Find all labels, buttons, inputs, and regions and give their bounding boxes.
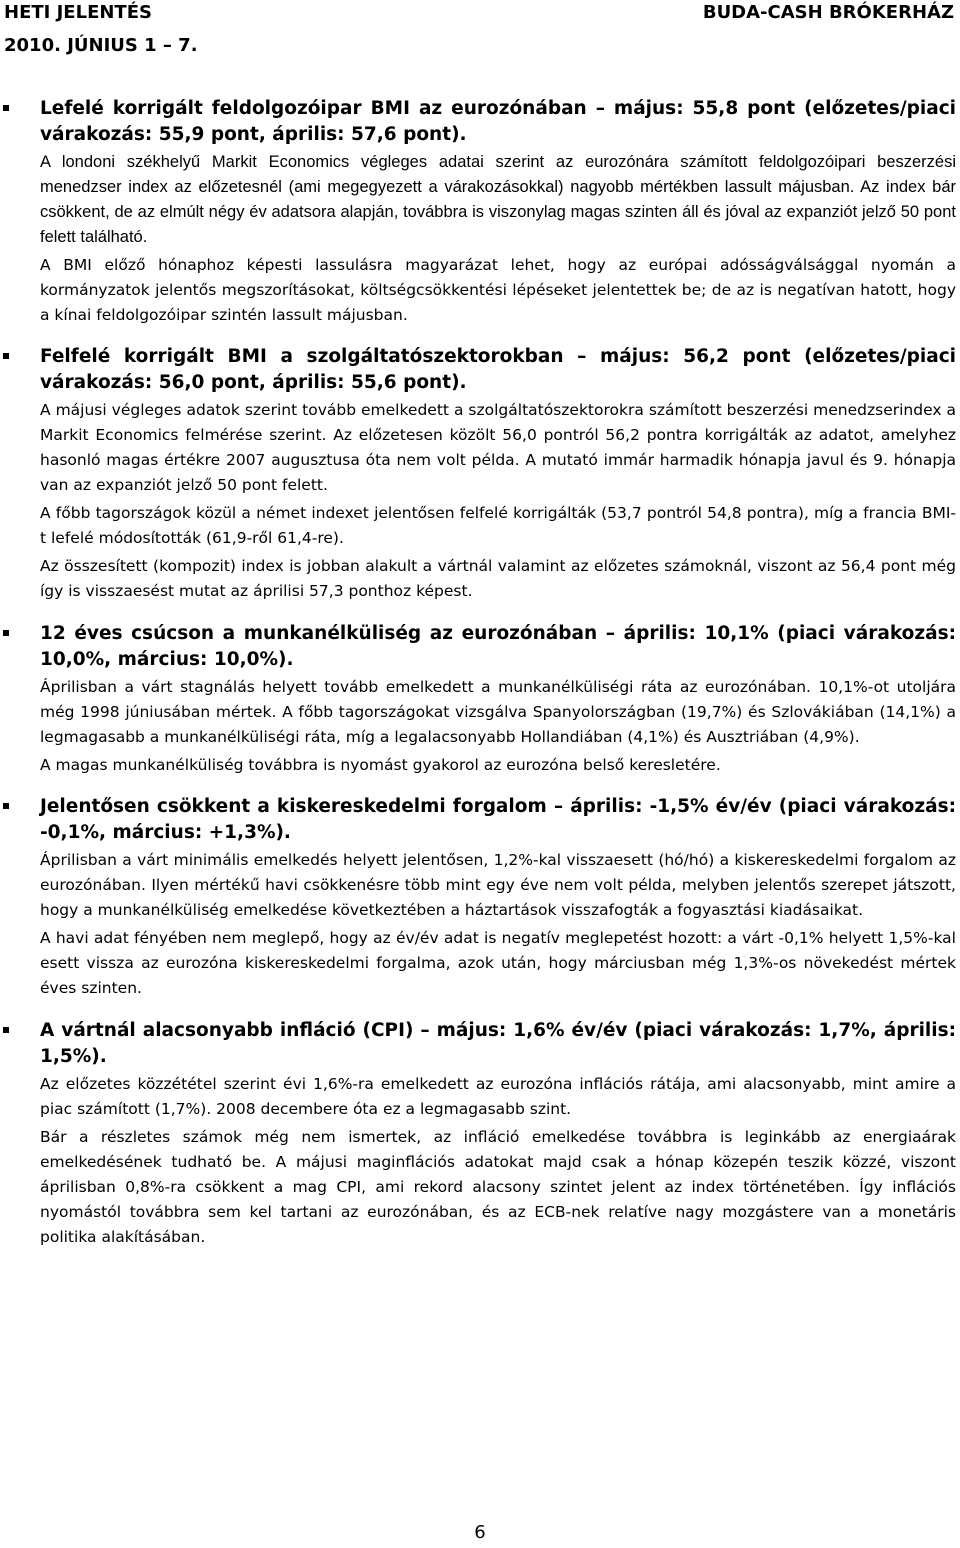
report-body	[0, 96, 956, 1250]
page-header	[4, 2, 956, 64]
section-paragraph: Bár a részletes számok még nem ismertek, az infláció emelkedése továbbra is leginkább az energiaárak emelkedésének tudható be. A májusi maginflációs adatokat majd csak a hónap közepén teszik közzé, viszont áprilisban 0,8%-ra csökkent a mag CPI, ami rekord alacsony szintet jelent az index történetében. Így inflációs nyomástól továbbra sem kel tartani az eurozónában, és az ECB-nek relatíve nagy mozgástere van a monetáris politika alakításában.	[40, 1128, 956, 1246]
section-heading: Jelentősen csökkent a kiskereskedelmi forgalom – április: -1,5% év/év (piaci várakozás: -0,1%, március: +1,3%).	[40, 796, 956, 843]
report-title: HETI JELENTÉS	[4, 2, 152, 23]
section-paragraph: A BMI előző hónaphoz képesti lassulásra magyarázat lehet, hogy az európai adósságválsággal nyomán a kormányzatok jelentős megszorításokat, költségcsökkentési lépéseket jelentettek be; de az is negatívan hatott, hogy a kínai feldolgozóipar szintén lassult májusban.	[40, 256, 956, 324]
bullet-square-icon	[3, 353, 9, 359]
brand-name: BUDA-CASH BRÓKERHÁZ	[702, 2, 954, 23]
section-services-pmi	[0, 344, 956, 604]
section-manufacturing-pmi	[0, 96, 956, 328]
section-retail-sales	[0, 794, 956, 1001]
report-date: 2010. JÚNIUS 1 – 7.	[4, 35, 198, 56]
page-number: 6	[474, 1522, 486, 1543]
section-paragraph: Az összesített (kompozit) index is jobban alakult a vártnál valamint az előzetes számoknál, viszont az 56,4 pont még így is visszaesést mutat az áprilisi 57,3 ponthoz képest.	[40, 557, 956, 600]
section-paragraph: Áprilisban a várt stagnálás helyett tovább emelkedett a munkanélküliségi ráta az eurozónában. 10,1%-ot utoljára még 1998 júniusában mértek. A főbb tagországokat vizsgálva Spanyolországban (19,7%) és Szlovákiában (14,1%) a legmagasabb a munkanélküliségi ráta, míg a legalacsonyabb Hollandiában (4,1%) és Ausztriában (4,9%).	[40, 678, 956, 746]
section-heading: Felfelé korrigált BMI a szolgáltatószektorokban – május: 56,2 pont (előzetes/piaci várakozás: 56,0 pont, április: 55,6 pont).	[40, 346, 956, 393]
section-unemployment	[0, 621, 956, 778]
section-paragraph: A főbb tagországok közül a német indexet jelentősen felfelé korrigálták (53,7 pontról 54,8 pontra), míg a francia BMI-t lefelé módosították (61,9-ről 61,4-re).	[40, 504, 956, 547]
bullet-square-icon	[3, 803, 9, 809]
section-paragraph: A londoni székhelyű Markit Economics végleges adatai szerint az eurozónára számított feldolgozóipari beszerzési menedzser index az előzetesnél (ami megegyezett a várakozásokkal) nagyobb mértékben lassult májusban. Az index bár csökkent, de az elmúlt négy év adatsora alapján, továbbra is viszonylag magas szinten áll és jóval az expanziót jelző 50 pont felett található.	[40, 153, 956, 246]
section-paragraph: A májusi végleges adatok szerint tovább emelkedett a szolgáltatószektorokra számított beszerzési menedzserindex a Markit Economics felmérése szerint. Az előzetesen közölt 56,0 pontról 56,2 pontra korrigálták az adatot, amelyhez hasonló magas értékre 2007 augusztusa óta nem volt példa. A mutató immár harmadik hónapja javul és 9. hónapja van az expanziót jelző 50 pont felett.	[40, 401, 956, 494]
section-inflation	[0, 1018, 956, 1250]
section-paragraph: A magas munkanélküliség továbbra is nyomást gyakorol az eurozóna belső keresletére.	[40, 756, 721, 774]
section-heading: A vártnál alacsonyabb infláció (CPI) – május: 1,6% év/év (piaci várakozás: 1,7%, április: 1,5%).	[40, 1020, 956, 1067]
section-heading: 12 éves csúcson a munkanélküliség az eurozónában – április: 10,1% (piaci várakozás: 10,0%, március: 10,0%).	[40, 623, 956, 670]
section-paragraph: Az előzetes közzététel szerint évi 1,6%-ra emelkedett az eurozóna inflációs rátája, ami alacsonyabb, mint amire a piac számított (1,7%). 2008 decembere óta ez a legmagasabb szint.	[40, 1075, 956, 1118]
section-paragraph: Áprilisban a várt minimális emelkedés helyett jelentősen, 1,2%-kal visszaesett (hó/hó) a kiskereskedelmi forgalom az eurozónában. Ilyen mértékű havi csökkenésre több mint egy éve nem volt példa, melyben jelentős szerepet játszott, hogy a munkanélküliség emelkedése következtében a háztartások visszafogták a fogyasztási kiadásaikat.	[40, 851, 956, 919]
section-heading: Lefelé korrigált feldolgozóipar BMI az eurozónában – május: 55,8 pont (előzetes/piaci várakozás: 55,9 pont, április: 57,6 pont).	[40, 98, 956, 145]
bullet-square-icon	[3, 105, 9, 111]
section-paragraph: A havi adat fényében nem meglepő, hogy az év/év adat is negatív meglepetést hozott: a várt -0,1% helyett 1,5%-kal esett vissza az eurozóna kiskereskedelmi forgalma, azok után, hogy márciusban még 1,3%-os növekedést mértek éves szinten.	[40, 929, 956, 997]
bullet-square-icon	[3, 630, 9, 636]
bullet-square-icon	[3, 1027, 9, 1033]
